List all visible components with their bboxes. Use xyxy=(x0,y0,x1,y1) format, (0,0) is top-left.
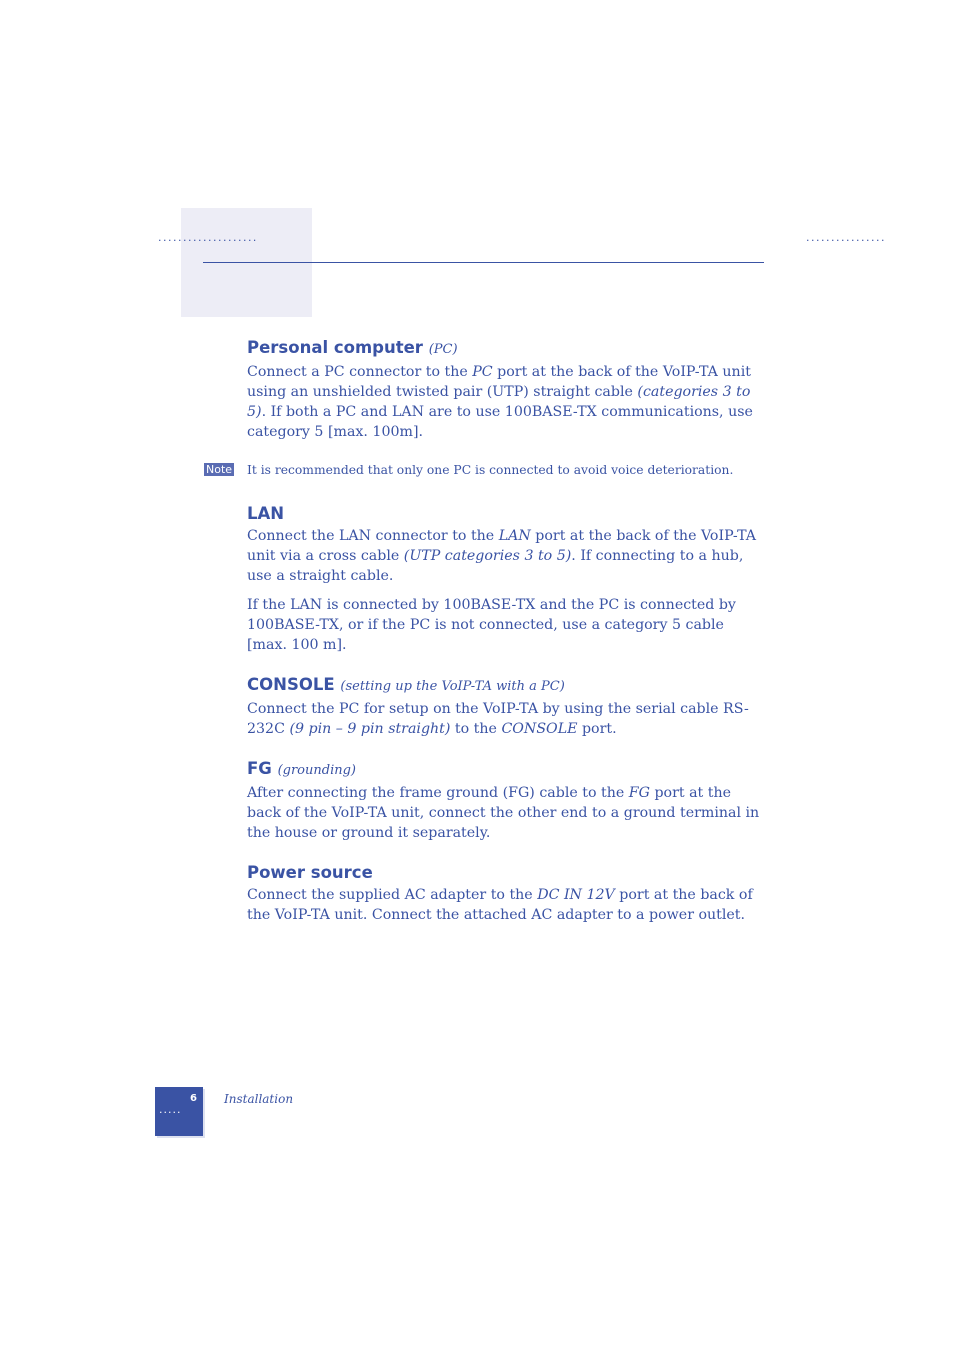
section-subtitle: (setting up the VoIP-TA with a PC) xyxy=(340,679,565,694)
section-paragraph: Connect the PC for setup on the VoIP-TA by using the serial cable RS-232C (9 pin – 9 pin straight) to the CONSOLE port. xyxy=(247,701,749,737)
page-number-box xyxy=(155,1087,203,1136)
section-paragraph: Connect a PC connector to the PC port at the back of the VoIP-TA unit using an unshielded twisted pair (UTP) straight cable (categories 3 to 5). If both a PC and LAN are to use 100BASE-TX communications, use category 5 [max. 100m]. xyxy=(247,364,753,440)
section-title: FG (grounding) xyxy=(247,759,357,778)
page-number: 6 xyxy=(190,1093,197,1104)
header-dots-right: ................ xyxy=(806,231,886,244)
main-content xyxy=(206,336,767,943)
section-power-source xyxy=(247,861,767,925)
section-subtitle: (grounding) xyxy=(277,763,357,778)
footer-section-label: Installation xyxy=(224,1092,294,1106)
header-rule xyxy=(203,262,764,263)
footer-dots: ..... xyxy=(159,1103,182,1116)
section-title: Personal computer (PC) xyxy=(247,338,458,357)
section-paragraph: After connecting the frame ground (FG) cable to the FG port at the back of the VoIP-TA unit, connect the other end to a ground terminal in the house or ground it separately. xyxy=(247,785,760,841)
section-fg xyxy=(247,757,767,843)
note-row xyxy=(204,460,767,480)
header-dots-left: .................... xyxy=(158,231,258,244)
section-console xyxy=(247,673,767,739)
section-title: LAN xyxy=(247,504,285,523)
section-lan xyxy=(247,502,767,655)
section-title: CONSOLE (setting up the VoIP-TA with a PC) xyxy=(247,675,565,694)
section-subtitle: (PC) xyxy=(428,342,458,357)
section-title: Power source xyxy=(247,863,373,882)
note-text: It is recommended that only one PC is connected to avoid voice deterioration. xyxy=(247,463,734,477)
section-paragraph: Connect the LAN connector to the LAN port at the back of the VoIP-TA unit via a cross cable (UTP categories 3 to 5). If connecting to a hub, use a straight cable. xyxy=(247,528,757,584)
section-paragraph: If the LAN is connected by 100BASE-TX and the PC is connected by 100BASE-TX, or if the PC is not connected, use a category 5 cable [max. 100 m]. xyxy=(247,597,736,653)
section-paragraph: Connect the supplied AC adapter to the DC IN 12V port at the back of the VoIP-TA unit. Connect the attached AC adapter to a power outlet. xyxy=(247,887,753,923)
section-personal-computer xyxy=(247,336,767,442)
note-badge: Note xyxy=(206,463,233,476)
